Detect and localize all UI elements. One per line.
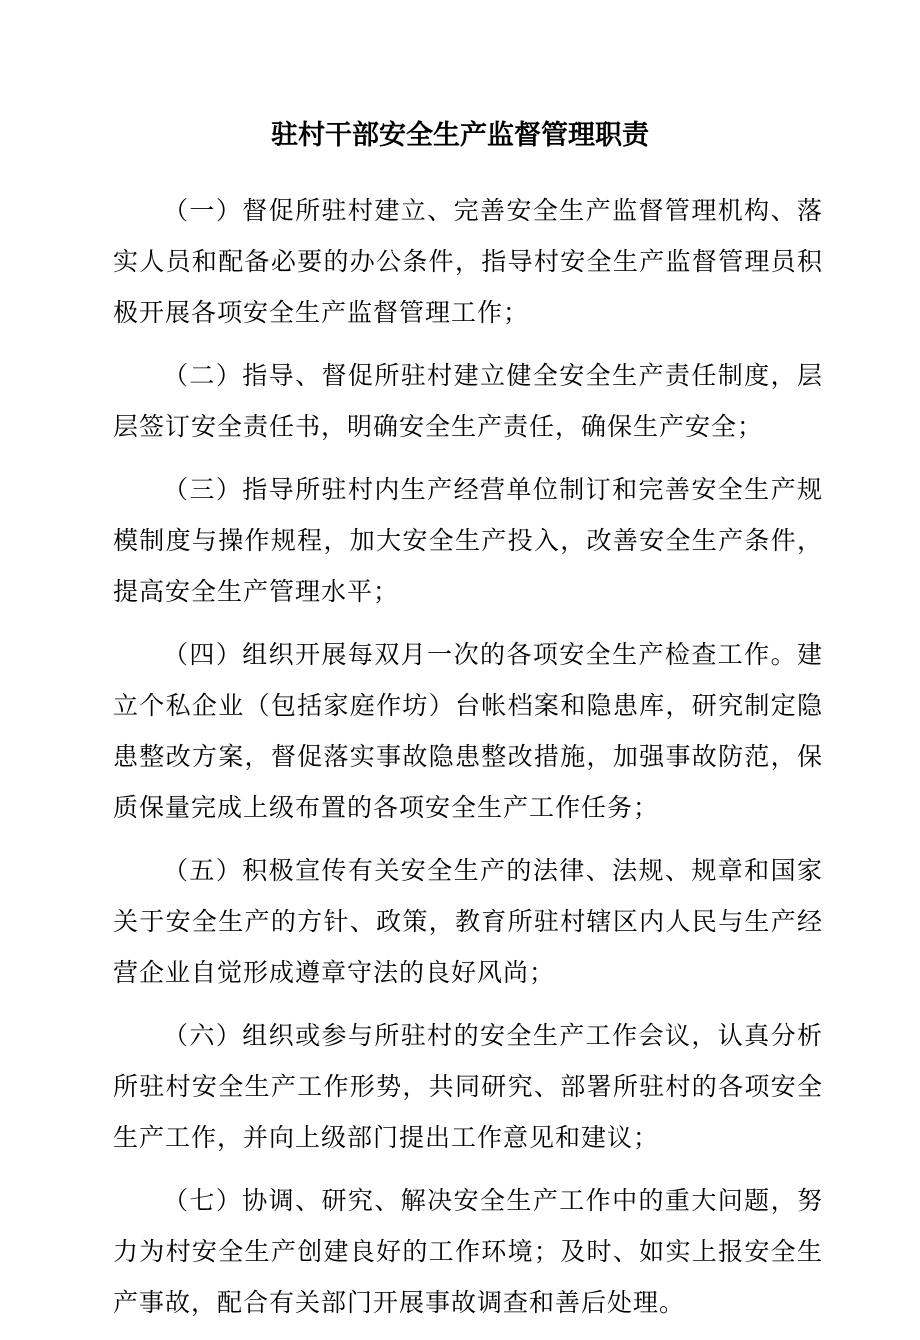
paragraph-3: （三）指导所驻村内生产经营单位制订和完善安全生产规模制度与操作规程，加大安全生产投入，改善安全生产条件，提高安全生产管理水平； — [113, 475, 823, 606]
paragraph-6: （六）组织或参与所驻村的安全生产工作会议，认真分析所驻村安全生产工作形势，共同研究、部署所驻村的各项安全生产工作，并向上级部门提出工作意见和建议； — [113, 1021, 823, 1152]
paragraph-4: （四）组织开展每双月一次的各项安全生产检查工作。建立个私企业（包括家庭作坊）台帐档案和隐患库，研究制定隐患整改方案，督促落实事故隐患整改措施，加强事故防范，保质保量完成上级布置的各项安全生产工作任务； — [113, 640, 823, 822]
paragraph-5: （五）积极宣传有关安全生产的法律、法规、规章和国家关于安全生产的方针、政策，教育所驻村辖区内人民与生产经营企业自觉形成遵章守法的良好风尚； — [113, 856, 823, 987]
paragraph-1: （一）督促所驻村建立、完善安全生产监督管理机构、落实人员和配备必要的办公条件，指导村安全生产监督管理员积极开展各项安全生产监督管理工作； — [113, 196, 823, 327]
paragraph-2: （二）指导、督促所驻村建立健全安全生产责任制度，层层签订安全责任书，明确安全生产责任，确保生产安全； — [113, 361, 823, 441]
document-title: 驻村干部安全生产监督管理职责 — [271, 120, 649, 151]
document-body — [113, 185, 823, 1340]
paragraph-7: （七）协调、研究、解决安全生产工作中的重大问题，努力为村安全生产创建良好的工作环境；及时、如实上报安全生产事故，配合有关部门开展事故调查和善后处理。 — [113, 1186, 823, 1317]
